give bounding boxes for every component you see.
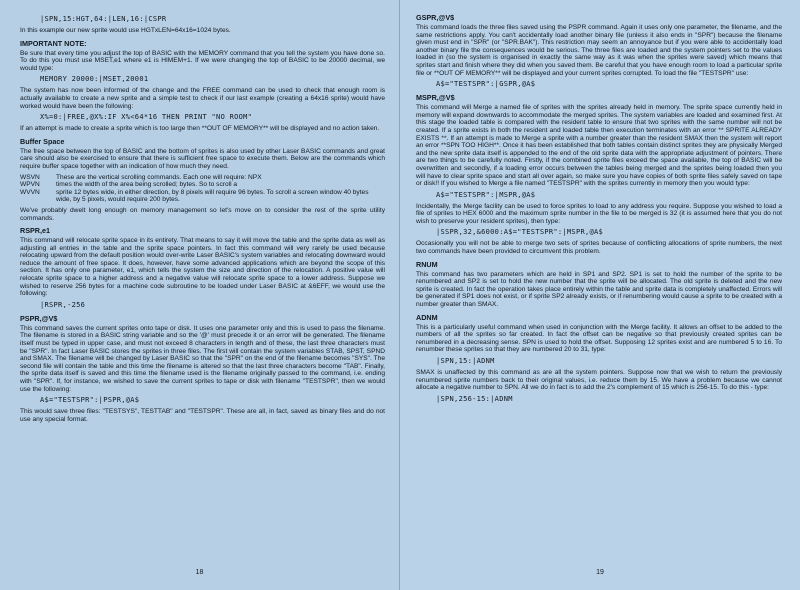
- paragraph: We've probably dwelt long enough on memory management so let's move on to consider the rest of the sprite utility commands.: [20, 206, 385, 222]
- paragraph: If an attempt is made to create a sprite which is too large then **OUT OF MEMORY** will be displayed and no action taken.: [20, 125, 380, 133]
- table-desc: These are the vertical scrolling commands. Each one will require: NPX: [56, 173, 262, 181]
- code-example: |SPN,15:HGT,64:|LEN,16:|CSPR: [40, 15, 167, 23]
- table-cmd: WVVN: [20, 188, 40, 196]
- section-heading: PSPR,@V$: [20, 313, 58, 323]
- code-example: |SPN,15:|ADNM: [436, 357, 495, 365]
- section-heading: ADNM: [416, 312, 438, 322]
- section-heading: RNUM: [416, 259, 438, 269]
- section-heading: GSPR,@V$: [416, 13, 455, 22]
- table-desc: sprite 12 bytes wide, in either direction, by 8 pixels will require 96 bytes. To scroll a screen window 40 bytes wide, by 5 pixels, would require 200 bytes.: [56, 188, 369, 204]
- paragraph: The system has now been informed of the change and the FREE command can be used to check that enough room is actually available to create a new sprite and a simple test to check if our last example (creating a 64x16 sprite) would have worked would have been the following:: [20, 87, 385, 110]
- paragraph: Incidentally, the Merge facility can be used to force sprites to load to any address you require. Suppose you wished to load a file of sprites to HEX 6000 and the maximum sprite number in the file to be merged is 32 (it is assumed here that you do not wish to preserve your resident sprites), then type:: [416, 202, 782, 225]
- page-number: 19: [596, 569, 604, 576]
- code-example: MEMORY 20000:|MSET,20001: [40, 75, 149, 84]
- section-heading: Buffer Space: [20, 136, 65, 146]
- code-example: |RSPR,-256: [40, 300, 86, 309]
- page-number: 18: [195, 569, 204, 576]
- code-example: X%=0:|FREE,@X%:IF X%<64*16 THEN PRINT "NO ROOM": [40, 113, 253, 122]
- section-heading: IMPORTANT NOTE:: [20, 38, 87, 48]
- section-heading: RSPR,e1: [20, 226, 50, 236]
- paragraph: The free space between the top of BASIC and the bottom of sprites is also used by other Laser BASIC commands and great care should also be exercised to ensure that there is sufficient free space to execute them. Below are the commands which require buffer space together with an indication of how much they need.: [20, 147, 385, 170]
- paragraph: Be sure that every time you adjust the top of BASIC with the MEMORY command that you tell the system you have done so. To do this you must use MSET,e1 where e1 is HIMEM+1. If we were changing the top of BASIC to be 20000 decimal, we would type:: [20, 49, 385, 72]
- buffer-table: [20, 174, 385, 204]
- table-cmd: WSVN: [20, 173, 40, 181]
- table-cmd: WPVN: [20, 181, 40, 189]
- paragraph: In this example our new sprite would use HGTxLEN=64x16=1024 bytes.: [20, 27, 231, 34]
- paragraph: This command loads the three files saved using the PSPR command. Again it uses only one parameter, the filename, and the same restrictions apply. You can't accidentally load another binary file (unless it also ends in "SPR") because the filename given must end in "SPR" (or "SPR.BAK"). This restriction may seem an annoyance but if you were able to accidentally load another binary file the consequences would be serious. The three files are loaded and the system pointers set to the values loaded in (so the system is organised in exactly the same way as it was when the sprites were saved) which means that sprites start and finish where they did when you saved them. Be careful that you have enough room to load a particular sprite file or **OUT OF MEMORY** will be displayed and your current sprites corrupted. To load the file "TESTSPR" use:: [416, 24, 782, 77]
- paragraph: SMAX is unaffected by this command as are all the system pointers. Suppose now that we wish to return the previously renumbered sprite numbers back to their original values, i.e. reduce them by 15. We have a problem because we cannot allocate a negative number to SPN. All we do in fact is to add the 2's complement of 15 which is 256-15. To do this - type:: [416, 369, 782, 392]
- paragraph: Occasionally you will not be able to merge two sets of sprites because of conflicting allocations of sprite numbers, the next two commands have been provided to circumvent this problem.: [416, 240, 782, 256]
- paragraph: This would save three files: "TESTSYS", TESTTAB" and "TESTSPR". These are all, in fact, saved as binary files and do not use any special format.: [20, 408, 385, 423]
- paragraph: This command will relocate sprite space in its entirety. That means to say it will move the table and the sprite data as well as adjusting all entries in the table and the sprite space pointers. In fact this command will very rarely be used because relocating upward from the default position would over-write Laser BASIC's system variables and relocating downward would reduce the amount of free space. It does, however, have some advanced applications which are beyond the scope of this section. It has only one parameter, e1, which tells the system the size and direction of the relocation. A positive value will relocate sprite space to a higher address and a negative value will relocate sprite space to a lower address. Suppose we wished to reserve 256 bytes for a machine code subroutine to be loaded under Laser BASIC at &6EFF, we would use the following:: [20, 237, 385, 298]
- code-example: A$="TESTSPR":|MSPR,@A$: [436, 190, 536, 199]
- paragraph: This command will Merge a named file of sprites with the sprites already held in memory. The sprite space currently held in memory will expand downwards to accommodate the merged sprites. The system variables are loaded and examined first. At this stage the loaded table is compared with the resident table to ensure that two sprites with the same number will not be created. If a sprite exists in both the resident and loaded table then execution terminates with an error ** SPRITE ALREADY EXISTS **. If an attempt is made to Merge a sprite with a number greater than the resident SMAX then the system will report an error **SPN TOO HIGH**. Once it has been established that both tables contain distinct sprites they are physically Merged and the new sprite data itself is appended to the end of the old sprite data with the appropriate adjustment of pointers. There are two things to be carefully noted. Firstly, if the combined sprite files exceed the space available, the top of BASIC will be overwritten and secondly, if a loading error occurs between the tables being merged and the sprites being loaded then you will have to clear sprite space and start all over again, so make sure you have copies of both sprite files safely saved on tape or disk!! If you wished to Merge a file named "TESTSPR" with the sprites currently in memory then you would type:: [416, 104, 782, 188]
- code-example: |SSPR,32,&6000:A$="TESTSPR":|MSPR,@A$: [436, 228, 604, 237]
- paragraph: This command has two parameters which are held in SP1 and SP2. SP1 is set to hold the number of the sprite to be renumbered and SP2 is set to hold the new number that the sprite will be allocated. The old sprite is deleted and the new sprite is created. In fact the operation takes place entirely within the table and sprite data is completely unaffected. Errors will be generated if SP1 does not exist, or if sprite SP2 already exists, or if renumbering would cause a sprite to be created with a number greater than SMAX.: [416, 270, 782, 309]
- page-right: [400, 0, 800, 590]
- paragraph: This command saves the current sprites onto tape or disk. It uses one parameter only and this is used to pass the filename. The filename is stored in a BASIC string variable and so the '@' must precede it or an error will be generated. The filename itself must be typed in upper case, and must not exceed 8 characters in length and of these, the last three characters must be "SPR". In fact Laser BASIC stores the sprites in three files. The first will contain the system variables STAB, SPST, SPND and SMAX. The filename will be changed by Laser BASIC so that the "SPR" on the end of the filename becomes "SYS". The second file will contain the table and this time the filename is altered so that the last three characters become "TAB". Finally, the sprite data itself is saved and this time the filename used is the filename originally passed to the command, i.e. ending with "SPR". If, for instance, we wished to save the current sprites to tape or disk with filename "TESTSPR", then we would use the following:: [20, 324, 385, 393]
- paragraph: This is a particularly useful command when used in conjunction with the Merge facility. It allows an offset to be added to the numbers of all the sprites so far created. In fact the offset can be negative so that previously created sprites can be renumbered in a decreasing sense. SPN is used to hold the offset. Supposing 12 sprites exist and are numbered 5 to 16. To renumber these sprites so that they are numbered 20 to 31, type:: [416, 323, 782, 354]
- code-example: A$="TESTSPR":|PSPR,@A$: [40, 396, 140, 405]
- code-example: |SPN,256-15:|ADNM: [436, 394, 513, 403]
- section-heading: MSPR,@V$: [416, 93, 455, 103]
- table-desc: times the width of the area being scrolled; bytes. So to scroll a: [56, 181, 238, 189]
- code-example: A$="TESTSPR":|GSPR,@A$: [436, 80, 536, 89]
